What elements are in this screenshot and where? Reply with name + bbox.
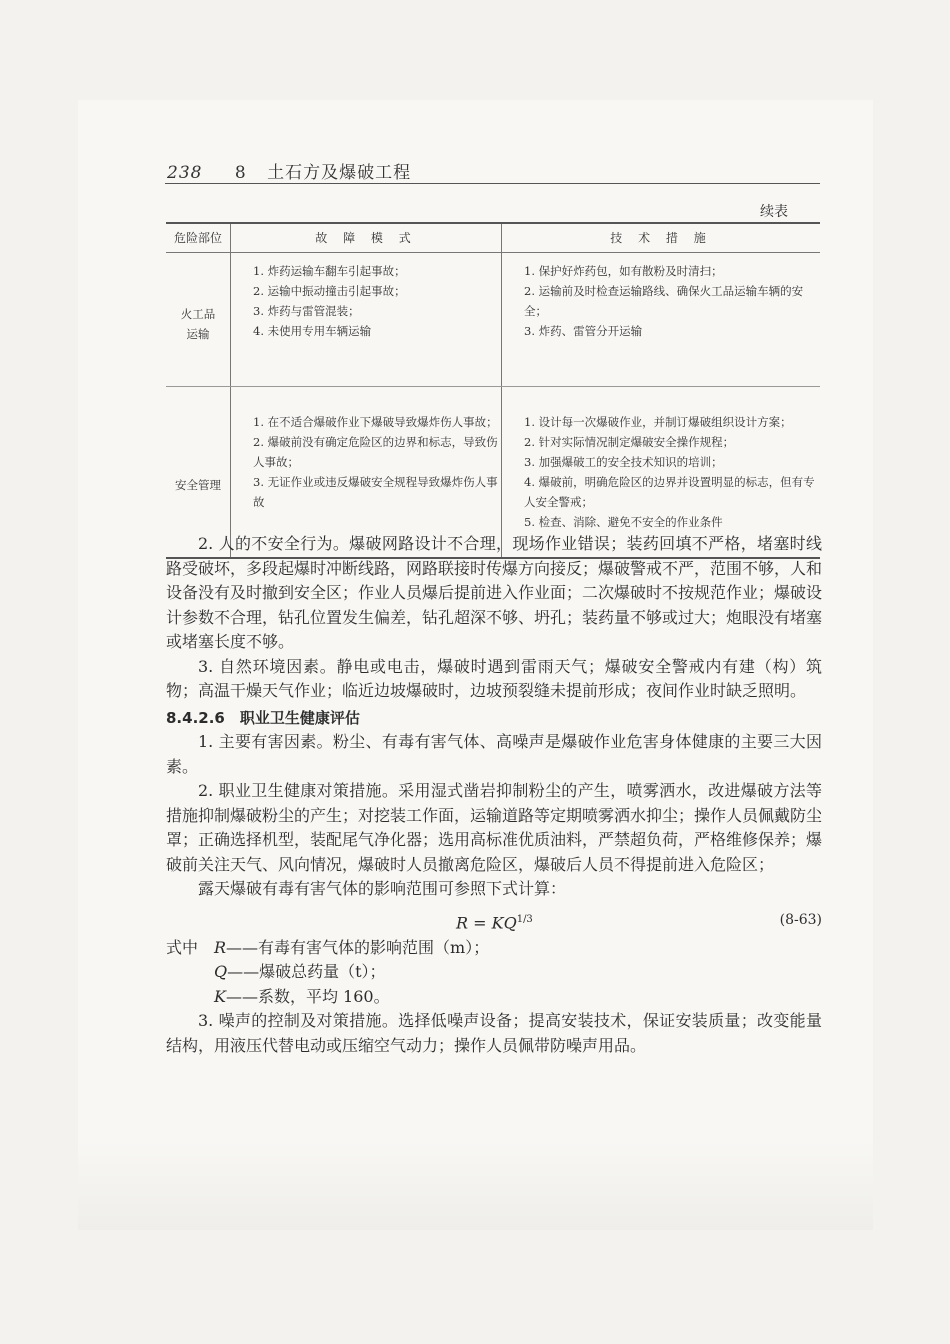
formula xyxy=(166,902,822,936)
hazard-table xyxy=(166,222,820,559)
where-symbol: R xyxy=(214,937,227,957)
measure-item: 5. 检查、消除、避免不安全的作业条件 xyxy=(524,515,723,529)
measure-item: 3. 加强爆破工的安全技术知识的培训； xyxy=(524,455,723,469)
measure-item: 3. 炸药、雷管分开运输 xyxy=(524,324,643,338)
measure-cell xyxy=(502,253,821,387)
paragraph: 1. 主要有害因素。粉尘、有毒有害气体、高噪声是爆破作业危害身体健康的主要三大因素。 xyxy=(166,732,822,776)
where-line xyxy=(166,960,822,985)
fault-item: 2. 爆破前没有确定危险区的边界和标志，导致伤人事故； xyxy=(253,435,498,469)
part-line: 火工品 xyxy=(180,306,216,321)
fault-item: 1. 在不适合爆破作业下爆破导致爆炸伤人事故； xyxy=(253,415,498,429)
where-line xyxy=(166,985,822,1010)
where-symbol: Q xyxy=(214,962,228,981)
fault-cell xyxy=(231,253,502,387)
paragraph: 2. 人的不安全行为。爆破网路设计不合理，现场作业错误；装药回填不严格，堵塞时线路受破坏，多段起爆时冲断线路，网路联接时传爆方向接反；爆破警戒不严，范围不够，人和设备没有及时撤到安全区；作业人员爆后提前进入作业面；二次爆破时不按规范作业；爆破设计参数不合理，钻孔位置发生偏差，钻孔超深不够、坍孔；装药量不够或过大；炮眼没有堵塞或堵塞长度不够。 xyxy=(166,534,823,651)
where-label: 式中 xyxy=(166,937,199,957)
continued-label: 续表 xyxy=(760,204,788,220)
where-desc: ——爆破总药量（t）； xyxy=(227,962,386,981)
part-cell xyxy=(166,253,231,387)
part-line: 安全管理 xyxy=(175,477,221,492)
where-desc: ——系数，平均 160。 xyxy=(225,986,390,1006)
running-header xyxy=(167,158,411,183)
paragraph: 2. 职业卫生健康对策措施。采用湿式凿岩抑制粉尘的产生，喷雾洒水，改进爆破方法等措施抑制爆破粉尘的产生；对挖装工作面，运输道路等定期喷雾洒水抑尘；操作人员佩戴防尘罩；正确选择机型，装配尾气净化器；选用高标准优质油料，严禁超负荷，严格维修保养；爆破前关注天气、风向情况，爆破时人员撤离危险区，爆破后人员不得提前进入危险区； xyxy=(166,781,823,874)
where-line xyxy=(166,936,822,961)
measure-item: 2. 针对实际情况制定爆破安全操作规程； xyxy=(524,435,735,449)
measure-item: 1. 设计每一次爆破作业，并制订爆破组织设计方案； xyxy=(524,415,792,429)
measure-item: 2. 运输前及时检查运输路线、确保火工品运输车辆的安全； xyxy=(524,284,804,318)
part-line: 运输 xyxy=(186,326,210,341)
where-symbol: K xyxy=(214,986,226,1006)
table-header-row xyxy=(166,223,820,253)
paragraph: 露天爆破有毒有害气体的影响范围可参照下式计算： xyxy=(198,879,567,898)
body-text xyxy=(166,532,822,1058)
fault-item: 2. 运输中振动撞击引起事故； xyxy=(253,284,406,298)
header-measure: 技 术 措 施 xyxy=(502,223,821,253)
paragraph: 3. 自然环境因素。静电或电击，爆破时遇到雷雨天气；爆破安全警戒内有建（构）筑物；高温干燥天气作业；临近边坡爆破时，边坡预裂缝未提前形成；夜间作业时缺乏照明。 xyxy=(166,656,822,700)
formula-number: (8-63) xyxy=(779,911,822,928)
fault-item: 3. 炸药与雷管混装； xyxy=(253,304,360,318)
chapter-number: 8 xyxy=(234,163,247,183)
header-part: 危险部位 xyxy=(166,223,231,253)
where-desc: ——有毒有害气体的影响范围（m）； xyxy=(226,937,490,957)
page-shadow xyxy=(78,1140,873,1230)
formula-main: R = KQ xyxy=(456,912,517,932)
header-rule xyxy=(165,183,820,184)
formula-exponent: 1/3 xyxy=(516,913,533,925)
section-heading: 8.4.2.6 职业卫生健康评估 xyxy=(166,708,360,727)
table-row xyxy=(166,253,820,387)
formula-expression xyxy=(456,908,533,936)
measure-item: 4. 爆破前，明确危险区的边界并设置明显的标志，但有专人安全警戒； xyxy=(524,475,815,509)
fault-item: 1. 炸药运输车翻车引起事故； xyxy=(253,264,406,278)
fault-item: 3. 无证作业或违反爆破安全规程导致爆炸伤人事故 xyxy=(253,475,498,509)
page-number: 238 xyxy=(167,163,203,183)
paragraph: 3. 噪声的控制及对策措施。选择低噪声设备；提高安装技术，保证安装质量；改变能量结构，用液压代替电动或压缩空气动力；操作人员佩带防噪声用品。 xyxy=(166,1011,822,1055)
header-fault: 故 障 模 式 xyxy=(231,223,502,253)
chapter-title: 土石方及爆破工程 xyxy=(267,163,412,183)
fault-item: 4. 未使用专用车辆运输 xyxy=(253,324,372,338)
measure-item: 1. 保护好炸药包，如有散粉及时清扫； xyxy=(524,264,723,278)
